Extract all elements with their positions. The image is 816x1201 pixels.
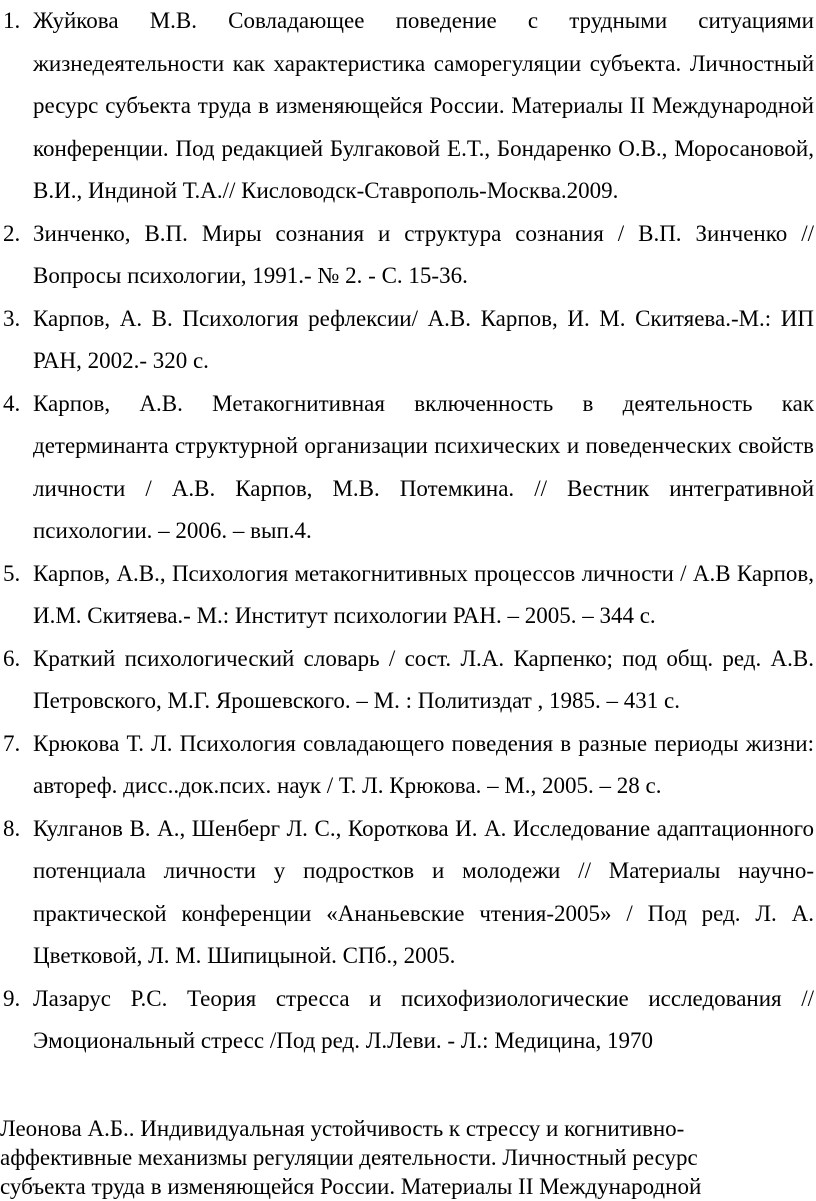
reference-number: 2. bbox=[3, 220, 21, 246]
reference-text: Краткий психологический словарь / сост. Л.А. Карпенко; под общ. ред. А.В. Петровского, М.Г. Ярошевского. – М. : Политиздат , 1985. – 431 с. bbox=[33, 645, 814, 713]
reference-text: Карпов, А.В., Психология метакогнитивных процессов личности / А.В Карпов, И.М. Скитяева.- М.: Институт психологии РАН. – 2005. – 344 с. bbox=[33, 560, 814, 628]
reference-item bbox=[0, 978, 816, 1063]
reference-number: 8. bbox=[3, 815, 21, 841]
reference-text: Лазарус Р.С. Теория стресса и психофизиологические исследования //Эмоциональный стресс /Под ред. Л.Леви. - Л.: Медицина, 1970 bbox=[33, 985, 814, 1053]
reference-number: 5. bbox=[3, 560, 21, 586]
reference-item bbox=[0, 723, 816, 808]
reference-number: 3. bbox=[3, 305, 21, 331]
reference-item bbox=[0, 808, 816, 978]
reference-item bbox=[0, 213, 816, 298]
reference-text: Жуйкова М.В. Совладающее поведение с трудными ситуациями жизнедеятельности как характеристика саморегуляции субъекта. Личностный ресурс субъекта труда в изменяющейся России. Материалы II Международной конференции. Под редакцией Булгаковой Е.Т., Бондаренко О.В., Моросановой, В.И., Индиной Т.А.// Кисловодск-Ставрополь-Москва.2009. bbox=[33, 8, 814, 203]
reference-text: Кулганов В. А., Шенберг Л. С., Короткова И. А. Исследование адаптационного потенциала личности у подростков и молодежи // Материалы научно-практической конференции «Ананьевские чтения-2005» / Под ред. Л. А. Цветковой, Л. М. Шипицыной. СПб., 2005. bbox=[33, 815, 814, 968]
trailing-paragraph: Леонова А.Б.. Индивидуальная устойчивость к стрессу и когнитивно-аффективные механизмы регуляции деятельности. Личностный ресурс субъекта труда в изменяющейся России. Материалы II Международной bbox=[0, 1116, 702, 1199]
reference-text: Зинченко, В.П. Миры сознания и структура сознания / В.П. Зинченко // Вопросы психологии, 1991.- № 2. - С. 15-36. bbox=[33, 220, 814, 288]
reference-item bbox=[0, 638, 816, 723]
reference-number: 7. bbox=[3, 730, 21, 756]
reference-text: Карпов, А.В. Метакогнитивная включенность в деятельность как детерминанта структурной организации психических и поведенческих свойств личности / А.В. Карпов, М.В. Потемкина. // Вестник интегративной психологии. – 2006. – вып.4. bbox=[33, 390, 814, 543]
reference-item bbox=[0, 298, 816, 383]
reference-number: 9. bbox=[3, 985, 21, 1011]
reference-text: Крюкова Т. Л. Психология совладающего поведения в разные периоды жизни: автореф. дисс..док.псих. наук / Т. Л. Крюкова. – М., 2005. – 28 с. bbox=[33, 730, 814, 798]
reference-number: 4. bbox=[3, 390, 21, 416]
reference-text: Карпов, А. В. Психология рефлексии/ А.В. Карпов, И. М. Скитяева.-М.: ИП РАН, 2002.- 320 с. bbox=[33, 305, 814, 373]
reference-item bbox=[0, 0, 816, 213]
reference-item bbox=[0, 553, 816, 638]
reference-item bbox=[0, 383, 816, 553]
reference-number: 1. bbox=[3, 8, 21, 33]
reference-number: 6. bbox=[3, 645, 21, 671]
